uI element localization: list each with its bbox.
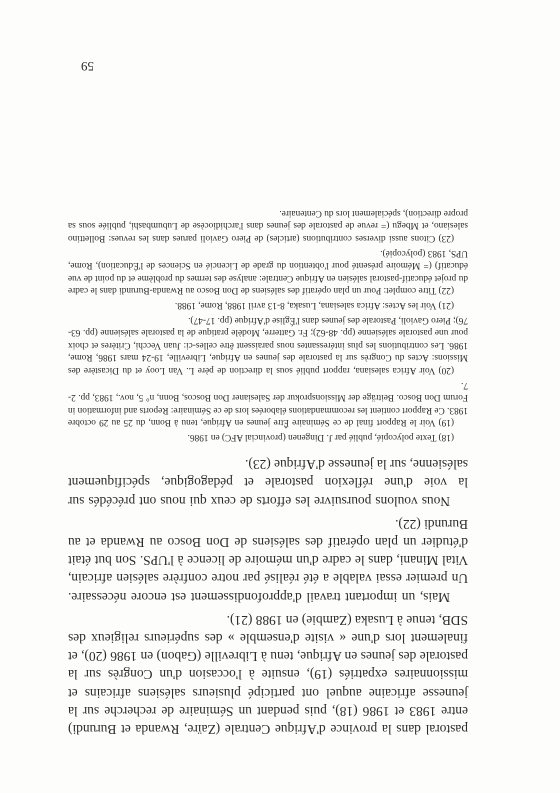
footnote-23: (23) Citons aussi diverses contributions (articles) de Piero Gavioli parues dans les revues: Bollettino salesiano, et Mbegu (= revue de pastorale des jeunes dans l'archidiocèse de Lubumbashi, publiée sous sa propre direction), spécialement lors du Centenaire. xyxy=(68,207,468,244)
footnotes xyxy=(68,206,468,443)
paragraph-1: pastoral dans la province d'Afrique Centrale (Zaïre, Rwanda et Burundi) entre 1983 et 1986 (18), puis pendant un Séminaire de recherche sur la jeunesse africaine auquel ont participé plusieurs salésiens africains et missionnaires expatriés (19), ensuite à l'occasion d'un Congrès sur la pastorale des jeunes en Afrique, tenu à Libreville (Gabon) en 1986 (20), et finalement lors d'une « visite d'ensemble » des supérieurs religieux des SDB, tenue à Lusaka (Zambie) en 1988 (21). xyxy=(68,612,468,737)
paragraph-2: Mais, un important travail d'approfondissement est encore nécessaire. Un premier essai valable a été réalisé par notre confrère salésien africain, Vital Minani, dans le cadre d'un mémoire de licence à l'UPS. Son but était d'étudier un plan opératif des salésiens de Don Bosco au Rwanda et au Burundi (22). xyxy=(68,516,468,605)
footnote-20: (20) Voir Africa salesiana, rapport publié sous la direction de père L. Van Looy et du Dicastère des Missions: Actes du Congrès sur la pastorale des jeunes en Afrique, Libreville, 19-24 mars 1986, Rome, 1986. Les contributions les plus intéressantes nous paraissent être celles-ci: Juan Vecchi, Critères et choix pour une pastorale salésienne (pp. 48-62); Fr. Gatterre, Modèle pratique de la pastorale salésienne (pp. 63-76); Piero Gavioli, Pastorale des jeunes dans l'Église d'Afrique (pp. 17-47). xyxy=(68,314,468,375)
page-number: 59 xyxy=(81,59,94,74)
footnote-18: (18) Texte polycopié, publié par J. Dingenen (provincial AFC) en 1986. xyxy=(187,431,454,442)
footnote-19: (19) Voir le Rapport final de ce Séminaire Être jeunes en Afrique, tenu à Bonn, du 25 au 29 octobre 1983. Ce Rapport contient les recommandations élaborées lors de ce Séminaire: Reports and information in Forum Don Bosco. Beiträge der Missionsprokur der Salesianer Don Boscos, Bonn, n° 5, nov., 1983, pp. 2-7. xyxy=(68,379,468,428)
footnote-21: (21) Voir les Actes: Africa salesiana, Lusaka, 8-13 avril 1988, Rome, 1988. xyxy=(174,300,454,311)
main-text xyxy=(68,455,468,738)
footnote-22: (22) Titre complet: Pour un plan opératif des salésiens de Don Bosco au Rwanda-Burundi dans le cadre du projet éducatif-pastoral salésien en Afrique Centrale: analyse des termes du problème et du point de vue éducatif) (= Mémoire présenté pour l'obtention du grade de Licencié en Sciences de l'Éducation), Rome, UPS, 1983 (polycopié). xyxy=(68,247,468,296)
text-block xyxy=(68,204,468,738)
paragraph-3: Nous voulons poursuivre les efforts de ceux qui nous ont précédés sur la voie d'une réflexion pastorale et pédagogique, spécifiquement salésienne, sur la jeunesse d'Afrique (23). xyxy=(68,457,468,509)
